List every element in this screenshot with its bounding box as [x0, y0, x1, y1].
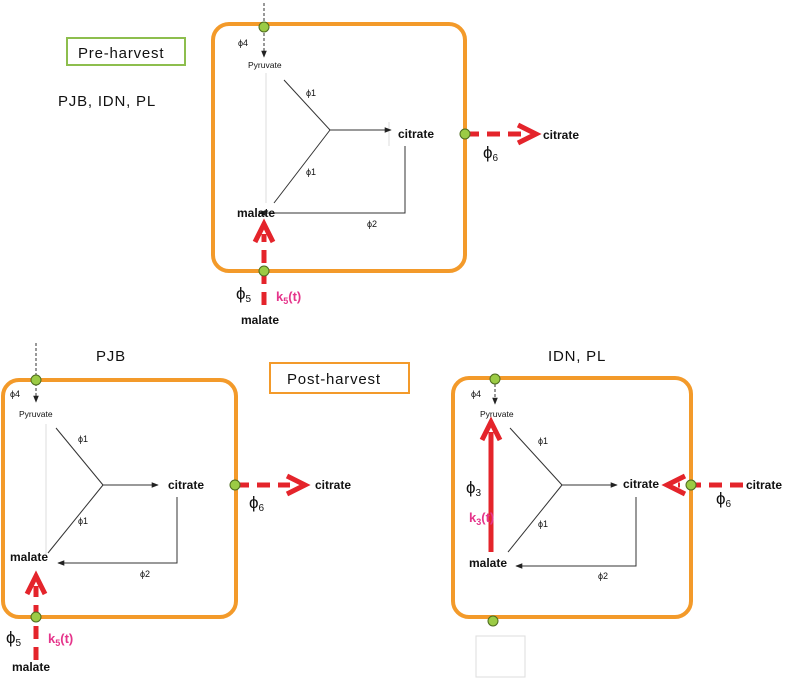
species-label: PJB, IDN, PL: [58, 93, 156, 110]
phi6-export-label: ϕ6: [249, 493, 265, 514]
external-malate-node: malate: [12, 660, 51, 674]
phi4-label: ϕ4: [238, 38, 249, 48]
malate-node: malate: [10, 550, 49, 564]
pre-harvest-label: Pre-harvest: [78, 45, 165, 62]
post-harvest-label: Post-harvest: [287, 371, 381, 388]
transport-point-dot: [230, 480, 240, 490]
phi1-lower-label: ϕ1: [78, 516, 89, 526]
phi4-label: ϕ4: [471, 389, 482, 399]
phi1-lower-label: ϕ1: [538, 519, 549, 529]
phi2-label: ϕ2: [140, 569, 151, 579]
transport-point-dot: [31, 612, 41, 622]
pyruvate-node: Pyruvate: [248, 60, 282, 70]
species-label: IDN, PL: [548, 348, 607, 365]
transport-point-dot: [460, 129, 470, 139]
phi2-label: ϕ2: [367, 219, 378, 229]
malate-node: malate: [237, 206, 276, 220]
citrate-to-malate-arrow: [516, 497, 636, 566]
phi3-flux-label: ϕ3: [466, 478, 482, 499]
citrate-to-malate-arrow: [259, 146, 405, 213]
citrate-node: citrate: [168, 478, 205, 492]
malate-branch-line: [508, 485, 562, 552]
k5-rate-label: k5(t): [48, 631, 74, 648]
pyruvate-branch-line: [510, 428, 562, 485]
citrate-import-arrowhead: [667, 476, 685, 494]
k5-rate-label: k5(t): [276, 289, 302, 306]
faint-placeholder-box: [476, 636, 525, 677]
phi1-lower-label: ϕ1: [306, 167, 317, 177]
transport-point-dot: [31, 375, 41, 385]
external-citrate-node: citrate: [315, 478, 352, 492]
malate-node: malate: [469, 556, 508, 570]
post-harvest-idn-pl-diagram: [453, 348, 782, 677]
transport-point-dot: [490, 374, 500, 384]
pyruvate-node: Pyruvate: [19, 409, 53, 419]
species-label: PJB: [96, 348, 126, 365]
phi2-label: ϕ2: [598, 571, 609, 581]
phi5-import-label: ϕ5: [236, 284, 252, 305]
citrate-to-malate-arrow: [58, 497, 177, 563]
transport-point-dot: [259, 266, 269, 276]
citrate-node: citrate: [623, 477, 660, 491]
transport-point-dot: [259, 22, 269, 32]
phi1-upper-label: ϕ1: [306, 88, 317, 98]
phi1-upper-label: ϕ1: [78, 434, 89, 444]
citrate-node: citrate: [398, 127, 435, 141]
malate-branch-line: [274, 130, 330, 203]
phi5-import-label: ϕ5: [6, 628, 22, 649]
pyruvate-node: Pyruvate: [480, 409, 514, 419]
phi1-upper-label: ϕ1: [538, 436, 549, 446]
external-citrate-node: citrate: [543, 128, 580, 142]
phi6-export-label: ϕ6: [483, 143, 499, 164]
external-malate-node: malate: [241, 313, 280, 327]
phi4-label: ϕ4: [10, 389, 21, 399]
k3-rate-label: k3(t): [469, 510, 495, 527]
transport-point-dot: [488, 616, 498, 626]
malate-branch-line: [48, 485, 103, 553]
transport-point-dot: [686, 480, 696, 490]
phi6-import-label: ϕ6: [716, 489, 732, 510]
external-citrate-node: citrate: [746, 478, 783, 492]
